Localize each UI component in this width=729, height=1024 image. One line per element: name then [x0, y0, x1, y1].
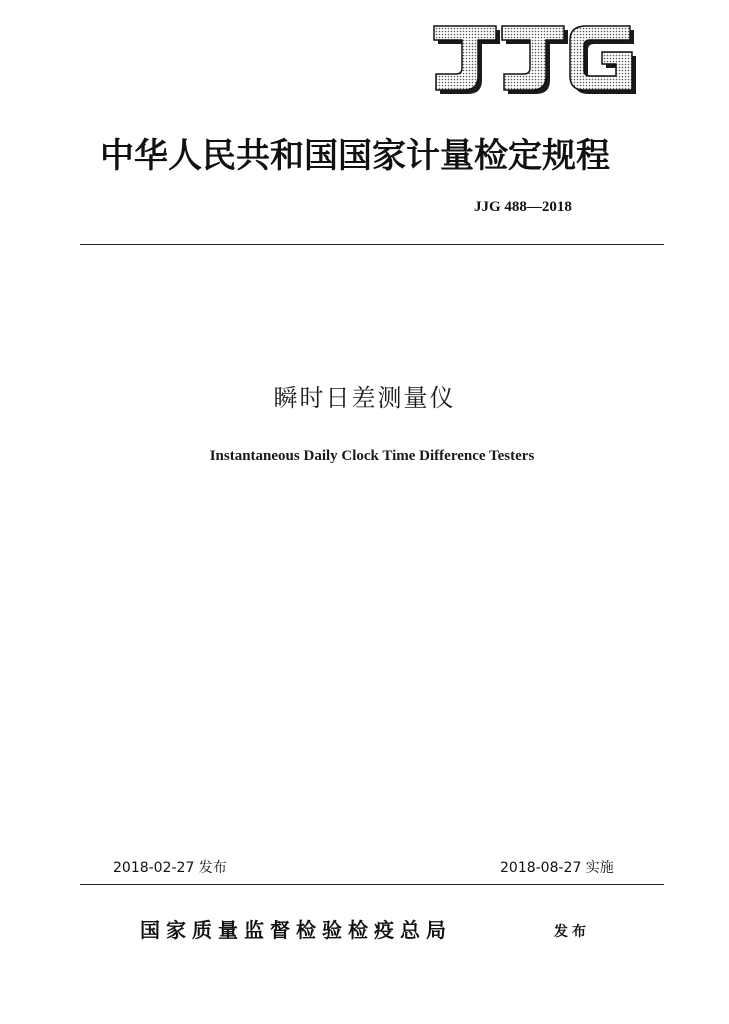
implementation-date: 2018-08-27 实施: [500, 860, 614, 876]
top-divider: [80, 244, 664, 245]
jjg-logo: [426, 18, 640, 98]
bottom-divider: [80, 884, 664, 885]
standard-code: JJG 488—2018: [474, 199, 572, 215]
logo-letter-g: [570, 26, 636, 94]
publisher-suffix: 发布: [554, 924, 590, 940]
regulation-title: 中华人民共和国国家计量检定规程: [100, 136, 610, 176]
publisher-name: 国家质量监督检验检疫总局: [140, 918, 452, 942]
issue-date: 2018-02-27 发布: [113, 860, 227, 876]
document-title-english: Instantaneous Daily Clock Time Difference Testers: [209, 448, 535, 464]
logo-letter-j2: [502, 26, 568, 94]
document-title-chinese: 瞬时日差测量仪: [273, 384, 456, 412]
logo-letter-j1: [434, 26, 500, 94]
